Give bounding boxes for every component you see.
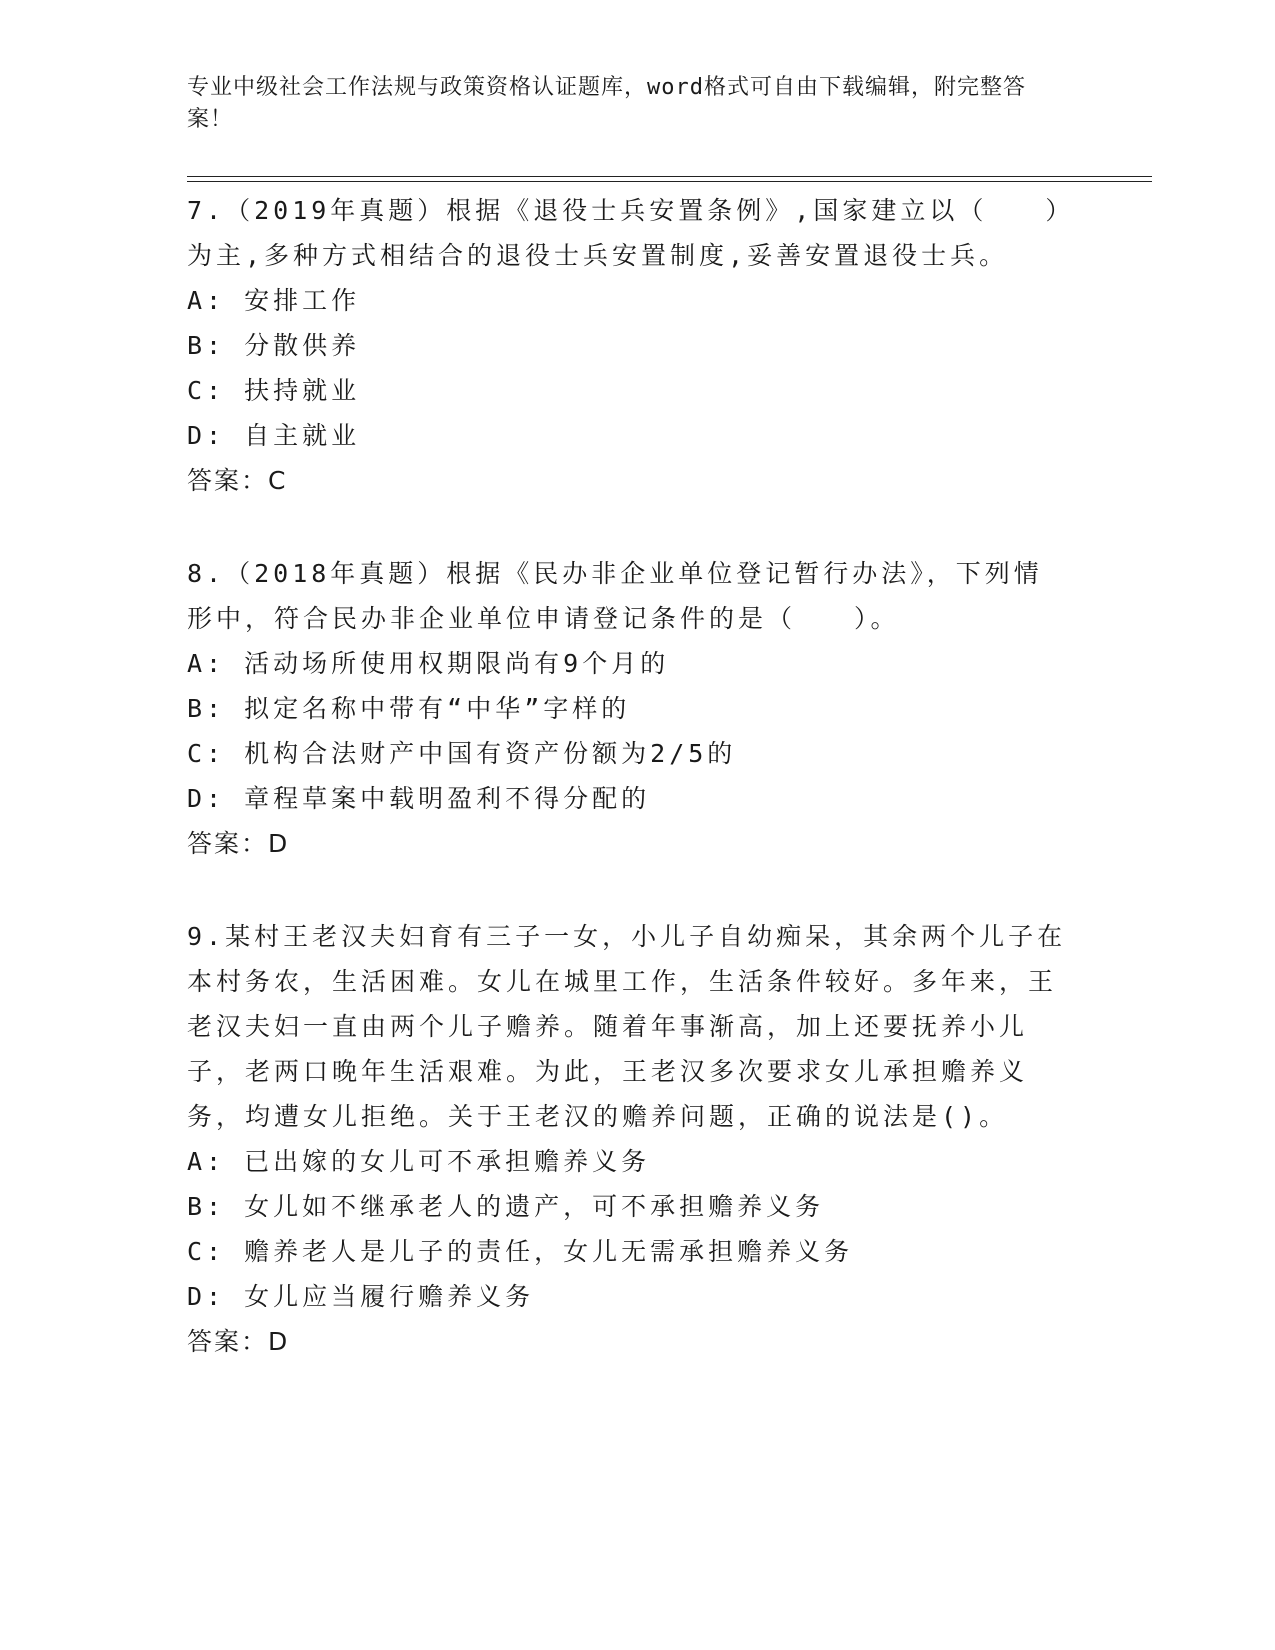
option-c: C: 赡养老人是儿子的责任，女儿无需承担赡养义务: [187, 1237, 854, 1266]
question-7: [187, 188, 1067, 503]
header-divider-bottom: [187, 181, 1152, 182]
question-8: [187, 551, 1067, 866]
option-b: B: 女儿如不继承老人的遗产，可不承担赡养义务: [187, 1192, 825, 1221]
option-a: A: 已出嫁的女儿可不承担赡养义务: [187, 1147, 651, 1176]
option-a: A: 活动场所使用权期限尚有9个月的: [187, 649, 670, 678]
option-c: C: 机构合法财产中国有资产份额为2/5的: [187, 739, 737, 768]
option-d: D: 女儿应当履行赡养义务: [187, 1282, 535, 1311]
answer-line: 答案：D: [187, 829, 290, 858]
header-divider-top: [187, 176, 1152, 177]
answer-line: 答案：C: [187, 466, 288, 495]
question-9: [187, 914, 1067, 1364]
question-stem: 7.（2019年真题）根据《退役士兵安置条例》,国家建立以（ ）为主,多种方式相结合的退役士兵安置制度,妥善安置退役士兵。: [187, 196, 1062, 270]
option-c: C: 扶持就业: [187, 376, 361, 405]
question-stem: 8.（2018年真题）根据《民办非企业单位登记暂行办法》，下列情形中，符合民办非企业单位申请登记条件的是（ ）。: [187, 559, 1043, 633]
answer-line: 答案：D: [187, 1327, 290, 1356]
document-header: 专业中级社会工作法规与政策资格认证题库，word格式可自由下载编辑，附完整答案！: [187, 75, 1026, 132]
option-d: D: 自主就业: [187, 421, 361, 450]
option-d: D: 章程草案中载明盈利不得分配的: [187, 784, 651, 813]
option-a: A: 安排工作: [187, 286, 361, 315]
option-b: B: 拟定名称中带有“中华”字样的: [187, 694, 631, 723]
option-b: B: 分散供养: [187, 331, 361, 360]
question-stem: 9.某村王老汉夫妇育有三子一女，小儿子自幼痴呆，其余两个儿子在本村务农，生活困难。女儿在城里工作，生活条件较好。多年来，王老汉夫妇一直由两个儿子赡养。随着年事渐高，加上还要抚养小儿子，老两口晚年生活艰难。为此，王老汉多次要求女儿承担赡养义务，均遭女儿拒绝。关于王老汉的赡养问题，正确的说法是()。: [187, 922, 1067, 1131]
